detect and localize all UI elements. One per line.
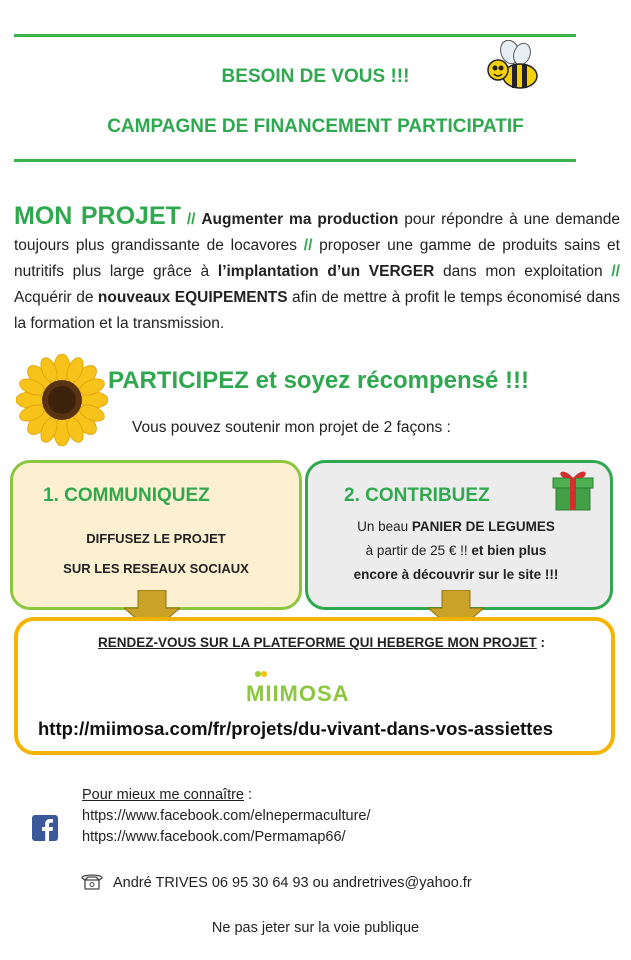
miimosa-logo: MIIMOSA [244,669,364,705]
platform-box [14,617,615,755]
gift-icon [550,464,596,512]
contact-block: Pour mieux me connaître : https://www.facebook.com/elnepermaculture/ https://www.facebook.com/Permamap66/ [82,785,371,848]
option-communicate-title: 1. COMMUNIQUEZ [43,485,210,506]
option-contribute-title: 2. CONTRIBUEZ [344,485,490,506]
contact-phone-line: André TRIVES 06 95 30 64 93 ou andretrives@yahoo.fr [113,875,472,891]
platform-url[interactable]: http://miimosa.com/fr/projets/du-vivant-dans-vos-assiettes [38,718,554,739]
top-divider [14,34,576,37]
platform-label: RENDEZ-VOUS SUR LA PLATEFORME QUI HEBERGE MON PROJET : [98,635,546,650]
project-heading: MON PROJET [14,202,181,230]
facebook-link-2[interactable]: https://www.facebook.com/Permamap66/ [82,829,346,845]
facebook-icon [32,815,58,841]
participate-title: PARTICIPEZ et soyez récompensé !!! [108,367,529,394]
option-communicate-box [10,460,302,610]
option-communicate-text: DIFFUSEZ LE PROJET SUR LES RESEAUX SOCIAUX [63,531,249,576]
sunflower-icon [16,354,108,446]
project-description: MON PROJET // Augmenter ma production pour répondre à une demande toujours plus grandissante de locavores // proposer une gamme de produits sains et nutritifs plus large grâce à l’implantation d’un VERGER dans mon exploitation // Acquérir de nouveaux EQUIPEMENTS afin de mettre à profit le temps économisé dans la formation et la transmission. [14,202,620,332]
facebook-link-1[interactable]: https://www.facebook.com/elnepermaculture/ [82,808,371,824]
participate-intro: Vous pouvez soutenir mon projet de 2 façons : [132,419,451,436]
footer-note: Ne pas jeter sur la voie publique [211,920,420,936]
header-subtitle: CAMPAGNE DE FINANCEMENT PARTICIPATIF [107,116,524,137]
phone-icon [80,872,104,890]
bottom-divider [14,159,576,162]
header-title: BESOIN DE VOUS !!! [221,66,410,87]
bee-icon [484,40,544,98]
option-contribute-text: Un beau PANIER DE LEGUMES à partir de 25 € !! et bien plus encore à découvrir sur le site !!! [353,519,559,582]
